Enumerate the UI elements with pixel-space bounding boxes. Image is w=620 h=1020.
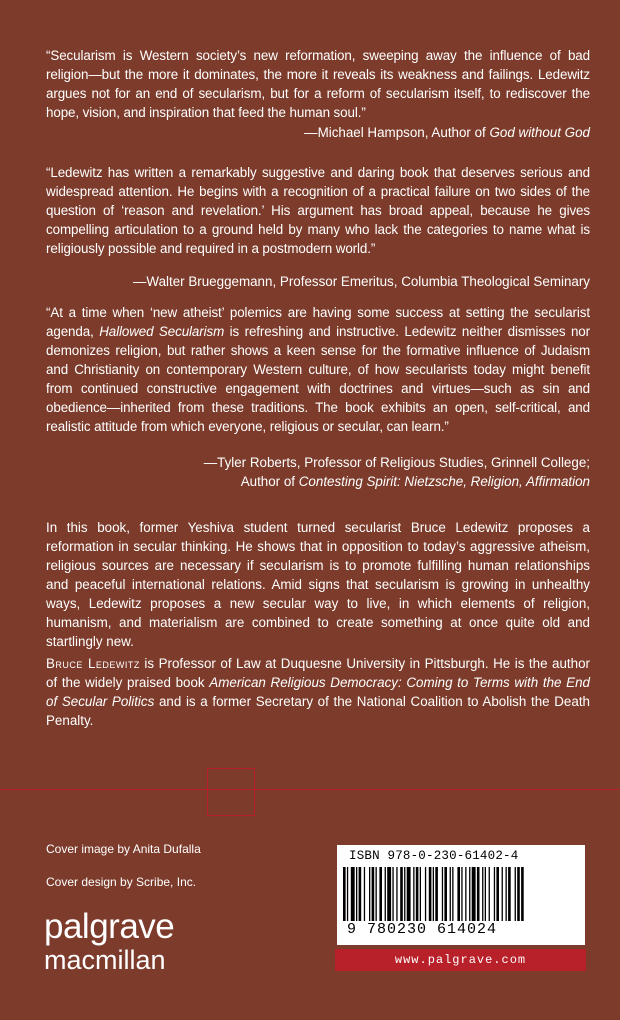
barcode-bar [508, 867, 511, 921]
barcode-bar [433, 867, 434, 921]
quote-text: “At a time when ‘new atheist’ polemics are having some success at setting the secularist agenda, [46, 305, 590, 339]
barcode-bar [364, 867, 365, 921]
author-name: Bruce Ledewitz [46, 656, 140, 671]
barcode-bar [521, 867, 524, 921]
barcode-bar [369, 867, 370, 921]
publisher-logo-palgrave: palgrave [44, 907, 175, 946]
barcode-bar [469, 867, 470, 921]
barcode-bar [482, 867, 483, 921]
book-title: God without God [489, 125, 590, 140]
barcode-bar [425, 867, 426, 921]
barcode-bar [517, 867, 520, 921]
barcode-bar [515, 867, 516, 921]
quote-hampson: “Secularism is Western society’s new reformation, sweeping away the influence of bad religion—but the more it dominates, the more it reveals its weakness and failings. Ledewitz argues not for an end of secularism, but for a reform of secularism itself, to rediscover the hope, vision, and inspiration that feed the human soul.” [46, 48, 590, 120]
barcode-bar [494, 867, 495, 921]
barcode-bar [452, 867, 453, 921]
barcode-bar [416, 867, 419, 921]
barcode-bar [461, 867, 462, 921]
barcode-bar [343, 867, 346, 921]
barcode-bar [347, 867, 348, 921]
barcode-bar [429, 867, 432, 921]
attribution-text: —Michael Hampson, Author of [304, 125, 490, 140]
book-title: Hallowed Secularism [99, 324, 225, 339]
cover-design-credit: Cover design by Scribe, Inc. [46, 875, 197, 889]
barcode-bar [489, 867, 490, 921]
barcode-bar [407, 867, 411, 921]
barcode-bar [404, 867, 405, 921]
author-bio [46, 654, 590, 730]
barcode-bar [392, 867, 393, 921]
barcode-bar [372, 867, 375, 921]
attribution-text: Author of [240, 474, 299, 489]
barcode-bar [385, 867, 386, 921]
barcode-bar [465, 867, 466, 921]
barcode-bar [396, 867, 397, 921]
barcode-bar [450, 867, 451, 921]
barcode-bar [496, 867, 499, 921]
isbn-label: ISBN 978-0-230-61402-4 [349, 849, 519, 863]
barcode-bar [359, 867, 362, 921]
bio-text: and is a former Secretary of the National Coalition to Abolish the Death Penalty. [46, 694, 590, 728]
attribution-brueggemann: —Walter Brueggemann, Professor Emeritus, Columbia Theological Seminary [133, 274, 590, 289]
book-title: Contesting Spirit: Nietzsche, Religion, Affirmation [298, 474, 590, 489]
attribution-hampson [30, 123, 590, 142]
publisher-website[interactable]: www.palgrave.com [335, 949, 586, 971]
decorative-box [207, 768, 255, 816]
cover-image-credit: Cover image by Anita Dufalla [46, 842, 201, 856]
isbn-barcode [337, 845, 585, 945]
barcode-bar [400, 867, 403, 921]
attribution-roberts-line1: —Tyler Roberts, Professor of Religious Studies, Grinnell College; [203, 455, 590, 470]
barcode-bar [420, 867, 421, 921]
barcode-bar [387, 867, 391, 921]
isbn-digits: 9 780230 614024 [347, 921, 498, 938]
barcode-bar [502, 867, 503, 921]
decorative-rule [0, 789, 620, 790]
barcode-bar [376, 867, 377, 921]
quote-brueggemann: “Ledewitz has written a remarkably suggestive and daring book that deserves serious and widespread attention. He begins with a recognition of a practical failure on two sides of the question of ‘reason and revelation.’ His argument has broad appeal, because he gives compelling articulation to a ground held by many who lack the categories to name what is religiously possible and required in a postmodern world.” [46, 165, 590, 256]
book-title: American Religious Democracy: Coming to Terms with the End of Secular Politics [46, 675, 590, 709]
barcode-bar [413, 867, 414, 921]
barcode-bar [444, 867, 447, 921]
barcode-bar [351, 867, 355, 921]
barcode-bar [485, 867, 486, 921]
barcode-bar [506, 867, 507, 921]
quote-text: is refreshing and instructive. Ledewitz neither dismisses nor demonizes religion, but rather shows a keen sense for the formative influence of Judaism and Christianity on contemporary Western culture, of how secularists today might benefit from continued constructive engagement with doctrines and virtues—such as sin and obedience—inherited from these traditions. The book exhibits an open, self-critical, and realistic attitude from which everyone, religious or secular, can learn.” [46, 324, 591, 434]
bio-text: is Professor of Law at Duquesne University in Pittsburgh. He is the author of the widely praised book [46, 656, 590, 690]
barcode-bar [472, 867, 476, 921]
barcode-bar [435, 867, 438, 921]
quote-roberts [46, 303, 590, 436]
barcode-bars [343, 867, 579, 921]
barcode-bar [477, 867, 480, 921]
publisher-logo-macmillan: macmillan [44, 945, 166, 975]
book-description: In this book, former Yeshiva student turned secularist Bruce Ledewitz proposes a reformation in secular thinking. He shows that in opposition to today’s aggressive atheism, religious sources are necessary if secularism is to promote fulfilling human relationships and peaceful international relations. Amid signs that secularism is growing in unhealthy ways, Ledewitz proposes a new secular way to live, in which elements of religion, humanism, and materialism are combined to create something at once quite old and startlingly new. [46, 520, 590, 649]
barcode-bar [356, 867, 357, 921]
attribution-roberts-line2 [30, 472, 590, 491]
barcode-bar [457, 867, 460, 921]
barcode-bar [442, 867, 443, 921]
barcode-bar [379, 867, 382, 921]
